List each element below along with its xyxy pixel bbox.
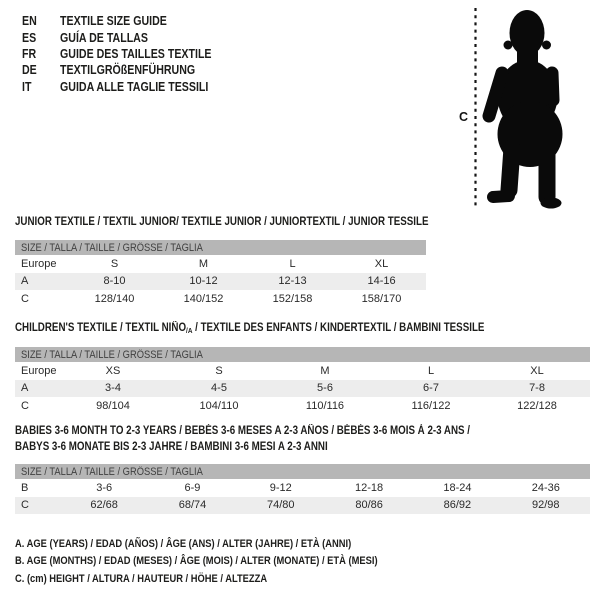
- size-value-cell: 110/116: [305, 399, 345, 412]
- size-value-cell: 86/92: [413, 497, 501, 515]
- language-title-list: [22, 13, 238, 95]
- language-row-fr: [22, 46, 238, 62]
- table-row-age-months: [15, 479, 590, 497]
- footnote-height-cm: C. (cm) HEIGHT / ALTURA / HAUTEUR / HÖHE / ALTEZZA: [15, 572, 268, 585]
- language-row-en: [22, 13, 238, 29]
- size-value-cell: 68/74: [148, 497, 236, 515]
- size-value-cell: 92/98: [502, 497, 590, 515]
- size-value-cell: 18-24: [443, 481, 472, 494]
- size-value-cell: L: [427, 364, 435, 377]
- language-label: GUIDE DES TAILLES TEXTILE: [60, 46, 212, 61]
- language-label: GUIDA ALLE TAGLIE TESSILI: [60, 79, 209, 94]
- size-value-cell: 8-10: [70, 273, 159, 291]
- baby-silhouette: [489, 10, 563, 209]
- language-row-de: [22, 62, 238, 78]
- row-label-cell: A: [15, 380, 60, 398]
- size-value-cell: L: [289, 257, 296, 270]
- size-value-cell: 140/152: [183, 292, 224, 305]
- size-value-cell: 5-6: [272, 380, 378, 398]
- babies-section-title: BABIES 3-6 MONTH TO 2-3 YEARS / BEBÉS 3-6 MESES A 2-3 AÑOS / BÉBÉS 3-6 MOIS À 2-3 ANS / BABYS 3-6 MONATE BIS 2-3 JAHRE / BAMBINI 3-6 MESI A 2-3 ANNI: [15, 425, 471, 453]
- size-value-cell: 14-16: [337, 273, 426, 291]
- children-size-table: [15, 347, 590, 415]
- table-row-europe: [15, 255, 426, 273]
- size-value-cell: 152/158: [272, 292, 313, 305]
- size-value-cell: 3-6: [96, 481, 113, 494]
- size-value-cell: XS: [105, 364, 121, 377]
- size-value-cell: 10-12: [159, 273, 248, 291]
- row-label-cell: C: [21, 292, 29, 305]
- size-value-cell: 128/140: [94, 292, 135, 305]
- size-header-bar: SIZE / TALLA / TAILLE / GRÖSSE / TAGLIA: [15, 240, 426, 255]
- row-label-cell: C: [21, 399, 29, 412]
- language-row-it: [22, 79, 238, 95]
- language-code: FR: [22, 46, 37, 61]
- size-value-cell: 116/122: [411, 399, 451, 412]
- size-value-cell: S: [110, 257, 119, 270]
- language-code: ES: [22, 30, 37, 45]
- size-value-cell: M: [320, 364, 330, 377]
- table-row-height-cm: [15, 290, 426, 308]
- junior-size-table: [15, 240, 426, 308]
- row-label-cell: Europe: [21, 257, 57, 270]
- table-row-height-cm: [15, 397, 590, 415]
- size-value-cell: 80/86: [325, 497, 413, 515]
- row-label-cell: B: [21, 481, 29, 494]
- row-label-cell: Europe: [21, 364, 57, 377]
- size-value-cell: 104/110: [199, 399, 239, 412]
- size-header-bar: SIZE / TALLA / TAILLE / GRÖSSE / TAGLIA: [15, 464, 590, 479]
- size-value-cell: 6-7: [378, 380, 484, 398]
- size-value-cell: XL: [374, 257, 389, 270]
- baby-figure: [455, 0, 600, 215]
- footnotes: [15, 536, 442, 588]
- babies-size-table: [15, 464, 590, 514]
- size-value-cell: XL: [530, 364, 544, 377]
- baby-silhouette-graphic: [455, 0, 600, 215]
- size-value-cell: 12-13: [248, 273, 337, 291]
- row-label-cell: A: [15, 273, 70, 291]
- table-row-europe: [15, 362, 590, 380]
- size-value-cell: 74/80: [237, 497, 325, 515]
- size-value-cell: 9-12: [269, 481, 292, 494]
- size-value-cell: S: [215, 364, 223, 377]
- language-label: TEXTILGRÖßENFÜHRUNG: [60, 63, 196, 78]
- children-section-title: CHILDREN'S TEXTILE / TEXTIL NIÑO/A / TEXTILE DES ENFANTS / KINDERTEXTIL / BAMBINI TESSILE: [15, 322, 485, 335]
- size-value-cell: M: [198, 257, 209, 270]
- size-value-cell: 62/68: [60, 497, 148, 515]
- size-value-cell: 7-8: [484, 380, 590, 398]
- language-row-es: [22, 29, 238, 45]
- language-code: IT: [22, 79, 32, 94]
- language-label: GUÍA DE TALLAS: [60, 30, 148, 45]
- language-label: TEXTILE SIZE GUIDE: [60, 14, 167, 29]
- table-row-age-years: [15, 380, 590, 398]
- nino-a-subscript: /A: [186, 326, 193, 335]
- size-value-cell: 98/104: [96, 399, 130, 412]
- size-value-cell: 12-18: [355, 481, 384, 494]
- footnote-age-years: A. AGE (YEARS) / EDAD (AÑOS) / ÂGE (ANS) / ALTER (JAHRE) / ETÀ (ANNI): [15, 538, 352, 550]
- size-value-cell: 158/170: [361, 292, 402, 305]
- size-value-cell: 3-4: [60, 380, 166, 398]
- row-label-cell: C: [15, 497, 60, 515]
- size-header-bar: SIZE / TALLA / TAILLE / GRÖSSE / TAGLIA: [15, 347, 590, 362]
- language-code: EN: [22, 14, 37, 29]
- measure-label-c: C: [459, 110, 469, 124]
- footnote-age-months: B. AGE (MONTHS) / EDAD (MESES) / ÂGE (MOIS) / ALTER (MONATE) / ETÀ (MESI): [15, 555, 378, 568]
- language-code: DE: [22, 63, 37, 78]
- table-row-age-years: [15, 273, 426, 291]
- size-value-cell: 6-9: [184, 481, 201, 494]
- junior-section-title: JUNIOR TEXTILE / TEXTIL JUNIOR/ TEXTILE JUNIOR / JUNIORTEXTIL / JUNIOR TESSILE: [15, 216, 429, 228]
- size-value-cell: 24-36: [531, 481, 560, 494]
- table-row-height-cm: [15, 497, 590, 515]
- size-value-cell: 4-5: [166, 380, 272, 398]
- size-value-cell: 122/128: [517, 399, 557, 412]
